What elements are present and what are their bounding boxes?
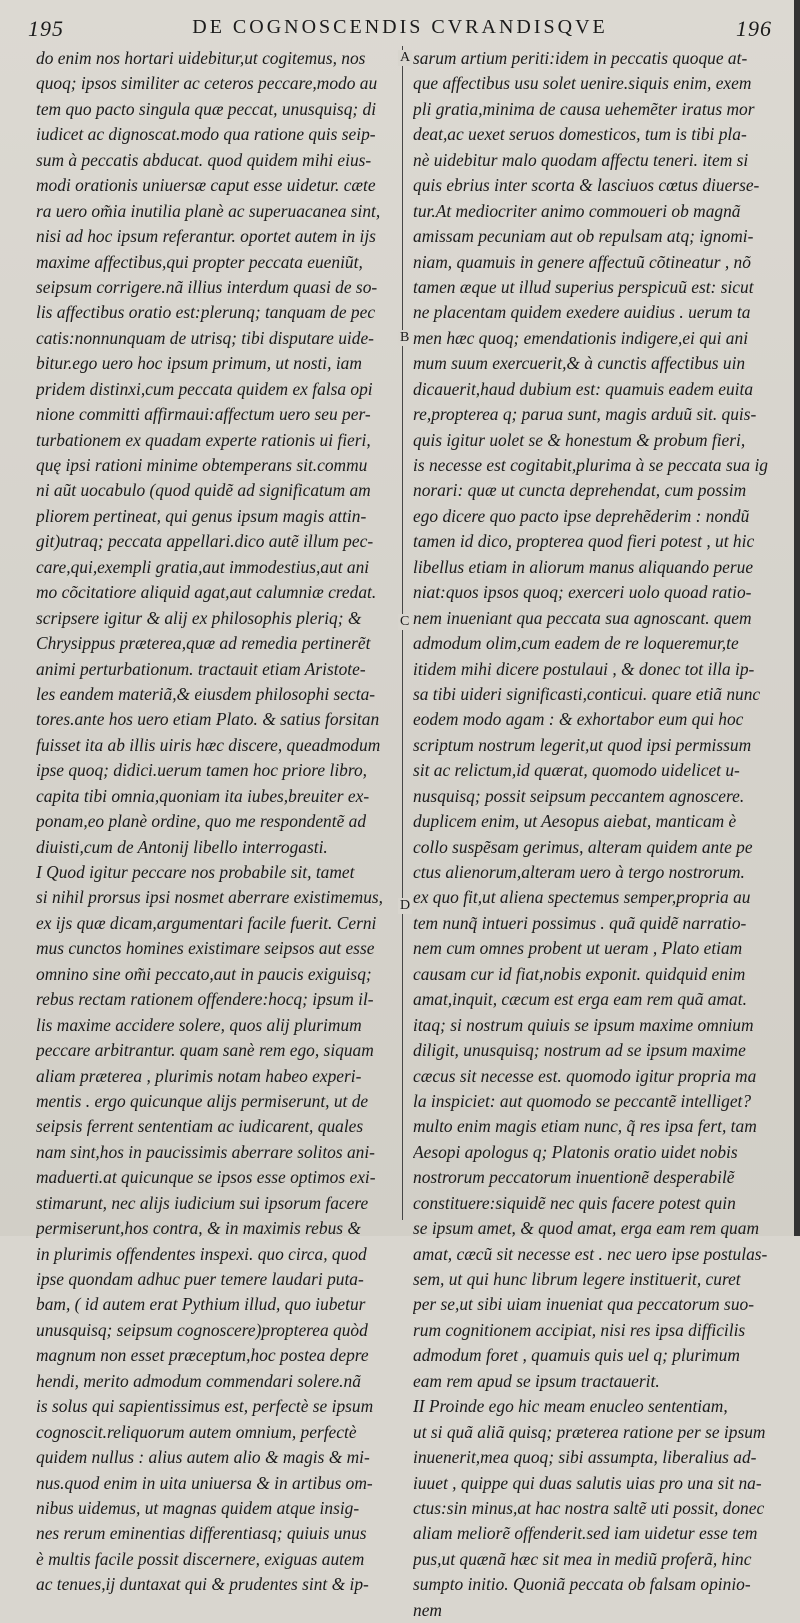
- text-line: re,propterea q; parua sunt, magis arduũ sit. quis-: [413, 404, 757, 425]
- text-line: tamen id dico, propterea quod fieri potest , ut hic: [413, 531, 755, 552]
- text-line: pus,ut quænã hæc sit mea in mediũ proferã, hinc: [413, 1548, 752, 1569]
- text-line: collo suspẽsam gerimus, alteram quidem ante pe: [413, 836, 753, 857]
- text-line: les eandem materiã,& eiusdem philosophi secta-: [36, 683, 376, 704]
- text-line: is necesse est cogitabit,plurima à se peccata sua ig: [413, 455, 768, 475]
- text-line: duplicem enim, ut Aesopus aiebat, manticam è: [413, 811, 737, 832]
- text-line: è multis facile possit discernere, exiguas autem: [36, 1548, 365, 1569]
- text-line: nem: [413, 1599, 442, 1620]
- text-line: eam rem apud se ipsum tractauerit.: [413, 1370, 660, 1391]
- text-line: itidem mihi dicere postulaui , & donec tot illa ip-: [413, 658, 755, 679]
- text-line: se ipsum amet, & quod amat, erga eam rem quam: [413, 1218, 760, 1239]
- text-line: sem, ut qui hunc librum legere instituerit, curet: [413, 1269, 741, 1289]
- text-line: nam sint,hos in paucissimis aberrare solitos ani-: [36, 1141, 375, 1162]
- text-line: que affectibus usu solet uenire.siquis enim, exem: [413, 73, 752, 94]
- text-line: aliam meliorẽ offenderit.sed iam uidetur esse tem: [413, 1523, 758, 1544]
- text-line: nusquisq; possit seipsum peccantem agnoscere.: [413, 785, 745, 806]
- text-line: quis ebrius inter scorta & lasciuos cœtus diuerse-: [413, 175, 760, 196]
- text-line: Chrysippus præterea,quæ ad remedia pertinerẽt: [36, 633, 371, 654]
- text-line: cæcus sit necesse est. quomodo igitur propria ma: [413, 1065, 757, 1086]
- text-line: quę ipsi rationi minime obtemperans sit.commu: [36, 455, 368, 475]
- text-line: ctus:sin minus,at hac nostra saltẽ uti possit, donec: [413, 1497, 765, 1518]
- text-line: inuenerit,mea quoq; sibi assumpta, liberalius ad-: [413, 1447, 757, 1468]
- text-line: dicauerit,haud dubium est: quamuis eadem euita: [413, 378, 754, 399]
- text-line: maduerti.at quicunque se ipsos esse optimos exi-: [36, 1167, 376, 1188]
- text-line: causam cur id fiat,nobis exponit. quidquid enim: [413, 963, 746, 984]
- text-line: multo enim magis etiam nunc, q̃ res ipsa fert, tam: [413, 1116, 757, 1137]
- text-line: cognoscit.reliquorum autem omnium, perfectè: [36, 1421, 357, 1442]
- margin-marker-d: D: [400, 898, 411, 913]
- text-line: nè uidebitur malo quodam affectu teneri. item si: [413, 149, 749, 170]
- text-line: catis:nonnunquam de utrisq; tibi disputare uide-: [36, 327, 374, 348]
- text-line: la inspiciet: aut quomodo se peccantẽ intelliget?: [413, 1090, 752, 1111]
- text-line: ut si quã aliã quisq; præterea ratione per se ipsum: [413, 1421, 766, 1442]
- text-line: sit ac relictum,id quærat, quomodo uidelicet u-: [413, 760, 740, 781]
- text-line: pliorem pertineat, qui genus ipsum magis attin-: [36, 505, 367, 526]
- text-line: deat,ac uexet seruos domesticos, tum is tibi pla-: [413, 124, 747, 145]
- text-line: pridem distinxi,cum peccata quidem ex falsa opi: [36, 378, 373, 399]
- text-line: bam, ( id autem erat Pythium illud, quo iubetur: [36, 1294, 366, 1315]
- text-line: tamen æque ut illud superius perspicuũ est: sicut: [413, 276, 754, 297]
- text-line: libellus etiam in aliorum manus aliquando perue: [413, 556, 754, 577]
- text-line: quidem nullus : alius autem alio & magis & mi-: [36, 1447, 370, 1468]
- text-line: peccare arbitrantur. quam sanè rem ego, siquam: [36, 1040, 374, 1061]
- text-line: eodem modo agam : & exhortabor eum qui hoc: [413, 709, 744, 730]
- text-line: diligit, unusquisq; nostrum ad se ipsum maxime: [413, 1040, 746, 1061]
- text-line: hendi, merito admodum commendari solere.nã: [36, 1370, 361, 1391]
- text-line: is solus qui sapientissimus est, perfectè se ipsum: [36, 1396, 374, 1417]
- text-line: aliam præterea , plurimis notam habeo experi-: [36, 1065, 362, 1086]
- text-line: lis maxime accidere solere, quos alij plurimum: [36, 1014, 362, 1035]
- text-line: tem quo pacto singula quæ peccat, unusquisq; di: [36, 98, 377, 119]
- text-line: men hæc quoq; emendationis indigere,ei qui ani: [413, 327, 749, 348]
- text-line: git)utraq; peccata appellari.dico autẽ illum pec-: [36, 531, 374, 552]
- text-line: nem cum omnes probent ut ueram , Plato etiam: [413, 938, 743, 959]
- text-line: II Proinde ego hic meam enucleo sententiam,: [413, 1396, 728, 1417]
- margin-marker-a: A: [400, 50, 411, 65]
- text-line: nus.quod enim in uita uniuersa & in artibus om-: [36, 1472, 373, 1493]
- text-line: admodum olim,cum eadem de re loqueremur,te: [413, 633, 739, 654]
- text-line: amissam pecuniam aut ob repulsam atq; ignomi-: [413, 226, 754, 247]
- text-line: permiserunt,hos contra, & in maximis rebus &: [36, 1218, 361, 1239]
- text-line: ra uero om̃ia inutilia planè ac superuacanea sint,: [36, 200, 381, 221]
- text-line: mo cõcitatiore aliquid agat,aut calumniæ credat.: [36, 582, 377, 603]
- text-line: Aesopi apologus q; Platonis oratio uidet nobis: [413, 1141, 738, 1162]
- text-line: ne placentam quidem exedere auidius . uerum ta: [413, 302, 751, 323]
- text-line: mentis . ergo quicunque alijs permiserunt, ut de: [36, 1090, 369, 1111]
- text-line: I Quod igitur peccare nos probabile sit, tamet: [36, 862, 355, 882]
- text-line: iuuet , quippe qui duas salutis uias pro una sit na-: [413, 1472, 762, 1493]
- text-line: scripsere igitur & alij ex philosophis pleriq; &: [36, 607, 362, 628]
- text-line: stimarunt, nec alijs iudicium sui ipsorum facere: [36, 1192, 369, 1213]
- text-line: fuisset ita ab illis uiris hæc discere, queadmodum: [36, 734, 381, 755]
- text-line: sa tibi uideri significasti,conticui. quare etiã nunc: [413, 683, 761, 704]
- text-line: itaq; si nostrum quiuis se ipsum maxime omnium: [413, 1014, 754, 1035]
- text-line: quis igitur uolet se & honestum & probum fieri,: [413, 429, 746, 450]
- text-line: nes rerum eminentias differentiasq; quiuis unus: [36, 1523, 367, 1544]
- text-line: pli gratia,minima de causa uehemẽter iratus mor: [413, 98, 755, 119]
- text-line: ni aũt uocabulo (quod quidẽ ad significatum am: [36, 480, 371, 501]
- text-line: ponam,eo planè ordine, quo me respondentẽ ad: [36, 811, 367, 832]
- text-line: mum suum exercuerit,& à cunctis affectibus uin: [413, 353, 746, 374]
- text-line: capita tibi omnia,quoniam ita iubes,breuiter ex-: [36, 785, 370, 806]
- margin-marker-b: B: [400, 330, 410, 345]
- text-line: nisi ad hoc ipsum referantur. oportet autem in ijs: [36, 226, 376, 247]
- margin-marker-c: C: [400, 614, 410, 629]
- text-line: maxime affectibus,qui propter peccata eueniũt,: [36, 251, 363, 272]
- text-line: nione committi affirmaui:affectum uero seu per-: [36, 404, 371, 425]
- page-number-right: 196: [736, 16, 772, 41]
- text-line: seipsis ferrent sententiam ac iudicarent, quales: [36, 1116, 364, 1137]
- text-line: quoq; ipsos similiter ac ceteros peccare,modo au: [36, 73, 378, 94]
- text-line: tur.At mediocriter animo commoueri ob magnã: [413, 200, 741, 221]
- page-number-left: 195: [28, 16, 64, 41]
- text-line: sum à peccatis abducat. quod quidem mihi eius-: [36, 149, 372, 170]
- text-line: magnum non esset præceptum,hoc postea depre: [36, 1345, 369, 1366]
- text-line: sarum artium periti:idem in peccatis quoque at-: [413, 48, 748, 68]
- page-edge-shadow: [794, 0, 800, 1236]
- running-title: DE COGNOSCENDIS CVRANDISQVE: [192, 16, 608, 38]
- right-text-column: [413, 46, 775, 1623]
- text-line: ctus alienorum,alteram uero à tergo nostrorum.: [413, 862, 745, 882]
- text-line: nibus uidemus, ut magnas quidem atque insig-: [36, 1497, 360, 1518]
- column-divider: [402, 46, 403, 1220]
- text-line: scriptum nostrum legerit,ut quod ipsi permissum: [413, 734, 752, 755]
- text-line: in plurimis offendentes inspexi. quo circa, quod: [36, 1243, 367, 1264]
- text-line: nostrorum peccatorum inuentionẽ desperabilẽ: [413, 1167, 735, 1188]
- text-line: tores.ante hos uero etiam Plato. & satius forsitan: [36, 709, 380, 730]
- text-line: do enim nos hortari uidebitur,ut cogitemus, nos: [36, 48, 366, 68]
- text-line: tem nunq̃ intueri possimus . quã quidẽ narratio-: [413, 912, 747, 933]
- text-line: ex ijs quæ dicam,argumentari facile fuerit. Cerni: [36, 912, 377, 933]
- text-line: per se,ut sibi uiam inueniat qua peccatorum suo-: [413, 1294, 755, 1315]
- text-line: omnino sine om̃i peccato,aut in paucis exiguisq;: [36, 963, 372, 984]
- text-line: modi orationis uniuersæ caput esse uidetur. cæte: [36, 175, 376, 196]
- text-line: turbationem ex quadam experte rationis ui fieri,: [36, 429, 371, 450]
- left-text-column: [36, 46, 398, 1598]
- text-line: diuisti,cum de Antonij libello interrogasti.: [36, 836, 328, 857]
- text-line: mus cunctos homines existimare seipsos aut esse: [36, 938, 375, 959]
- text-line: constituere:siquidẽ nec quis facere potest quin: [413, 1192, 736, 1213]
- text-line: sumpto initio. Quoniã peccata ob falsam opinio-: [413, 1574, 751, 1595]
- text-line: animi perturbationum. tractauit etiam Aristote-: [36, 658, 366, 679]
- text-line: care,qui,exempli gratia,aut immodestius,aut ani: [36, 556, 370, 577]
- text-line: amat,inquit, cæcum est erga eam rem quã amat.: [413, 989, 747, 1010]
- text-line: niat:quos ipsos quoq; exerceri uolo quoad ratio-: [413, 582, 752, 603]
- text-line: niam, quamuis in genere affectuũ cõtineatur , nõ: [413, 251, 751, 272]
- text-line: seipsum corrigere.nã illius interdum quasi de so-: [36, 276, 378, 297]
- running-header: [28, 16, 772, 46]
- text-line: ipse quondam adhuc puer temere laudari puta-: [36, 1269, 364, 1289]
- text-line: admodum foret , quamuis quis uel q; plurimum: [413, 1345, 740, 1366]
- text-line: nem inueniant qua peccata sua agnoscant. quem: [413, 607, 752, 628]
- text-line: norari: quæ ut cuncta deprehendat, cum possim: [413, 480, 747, 501]
- text-line: rum cognitionem accipiat, nisi res ipsa difficilis: [413, 1319, 746, 1340]
- text-line: rebus rectam rationem offendere:hocq; ipsum il-: [36, 989, 374, 1010]
- text-line: unusquisq; seipsum cognoscere)propterea quòd: [36, 1319, 368, 1340]
- text-line: ex quo fit,ut aliena spectemus semper,propria au: [413, 887, 751, 908]
- text-line: bitur.ego uero hoc ipsum primum, ut nosti, iam: [36, 353, 362, 374]
- text-line: ipse quoq; didici.uerum tamen hoc priore libro,: [36, 760, 368, 781]
- text-line: iudicet ac dignoscat.modo qua ratione quis seip-: [36, 124, 376, 145]
- text-line: si nihil prorsus ipsi nosmet aberrare existimemus,: [36, 887, 384, 908]
- text-line: lis affectibus oratio est:plerunq; tanquam de pec: [36, 302, 376, 323]
- text-line: amat, cæcũ sit necesse est . nec uero ipse postulas-: [413, 1243, 768, 1264]
- text-line: ego dicere quo pacto ipse deprehẽderim : nondũ: [413, 505, 750, 526]
- text-line: ac tenues,ij duntaxat qui & prudentes sint & ip-: [36, 1574, 369, 1595]
